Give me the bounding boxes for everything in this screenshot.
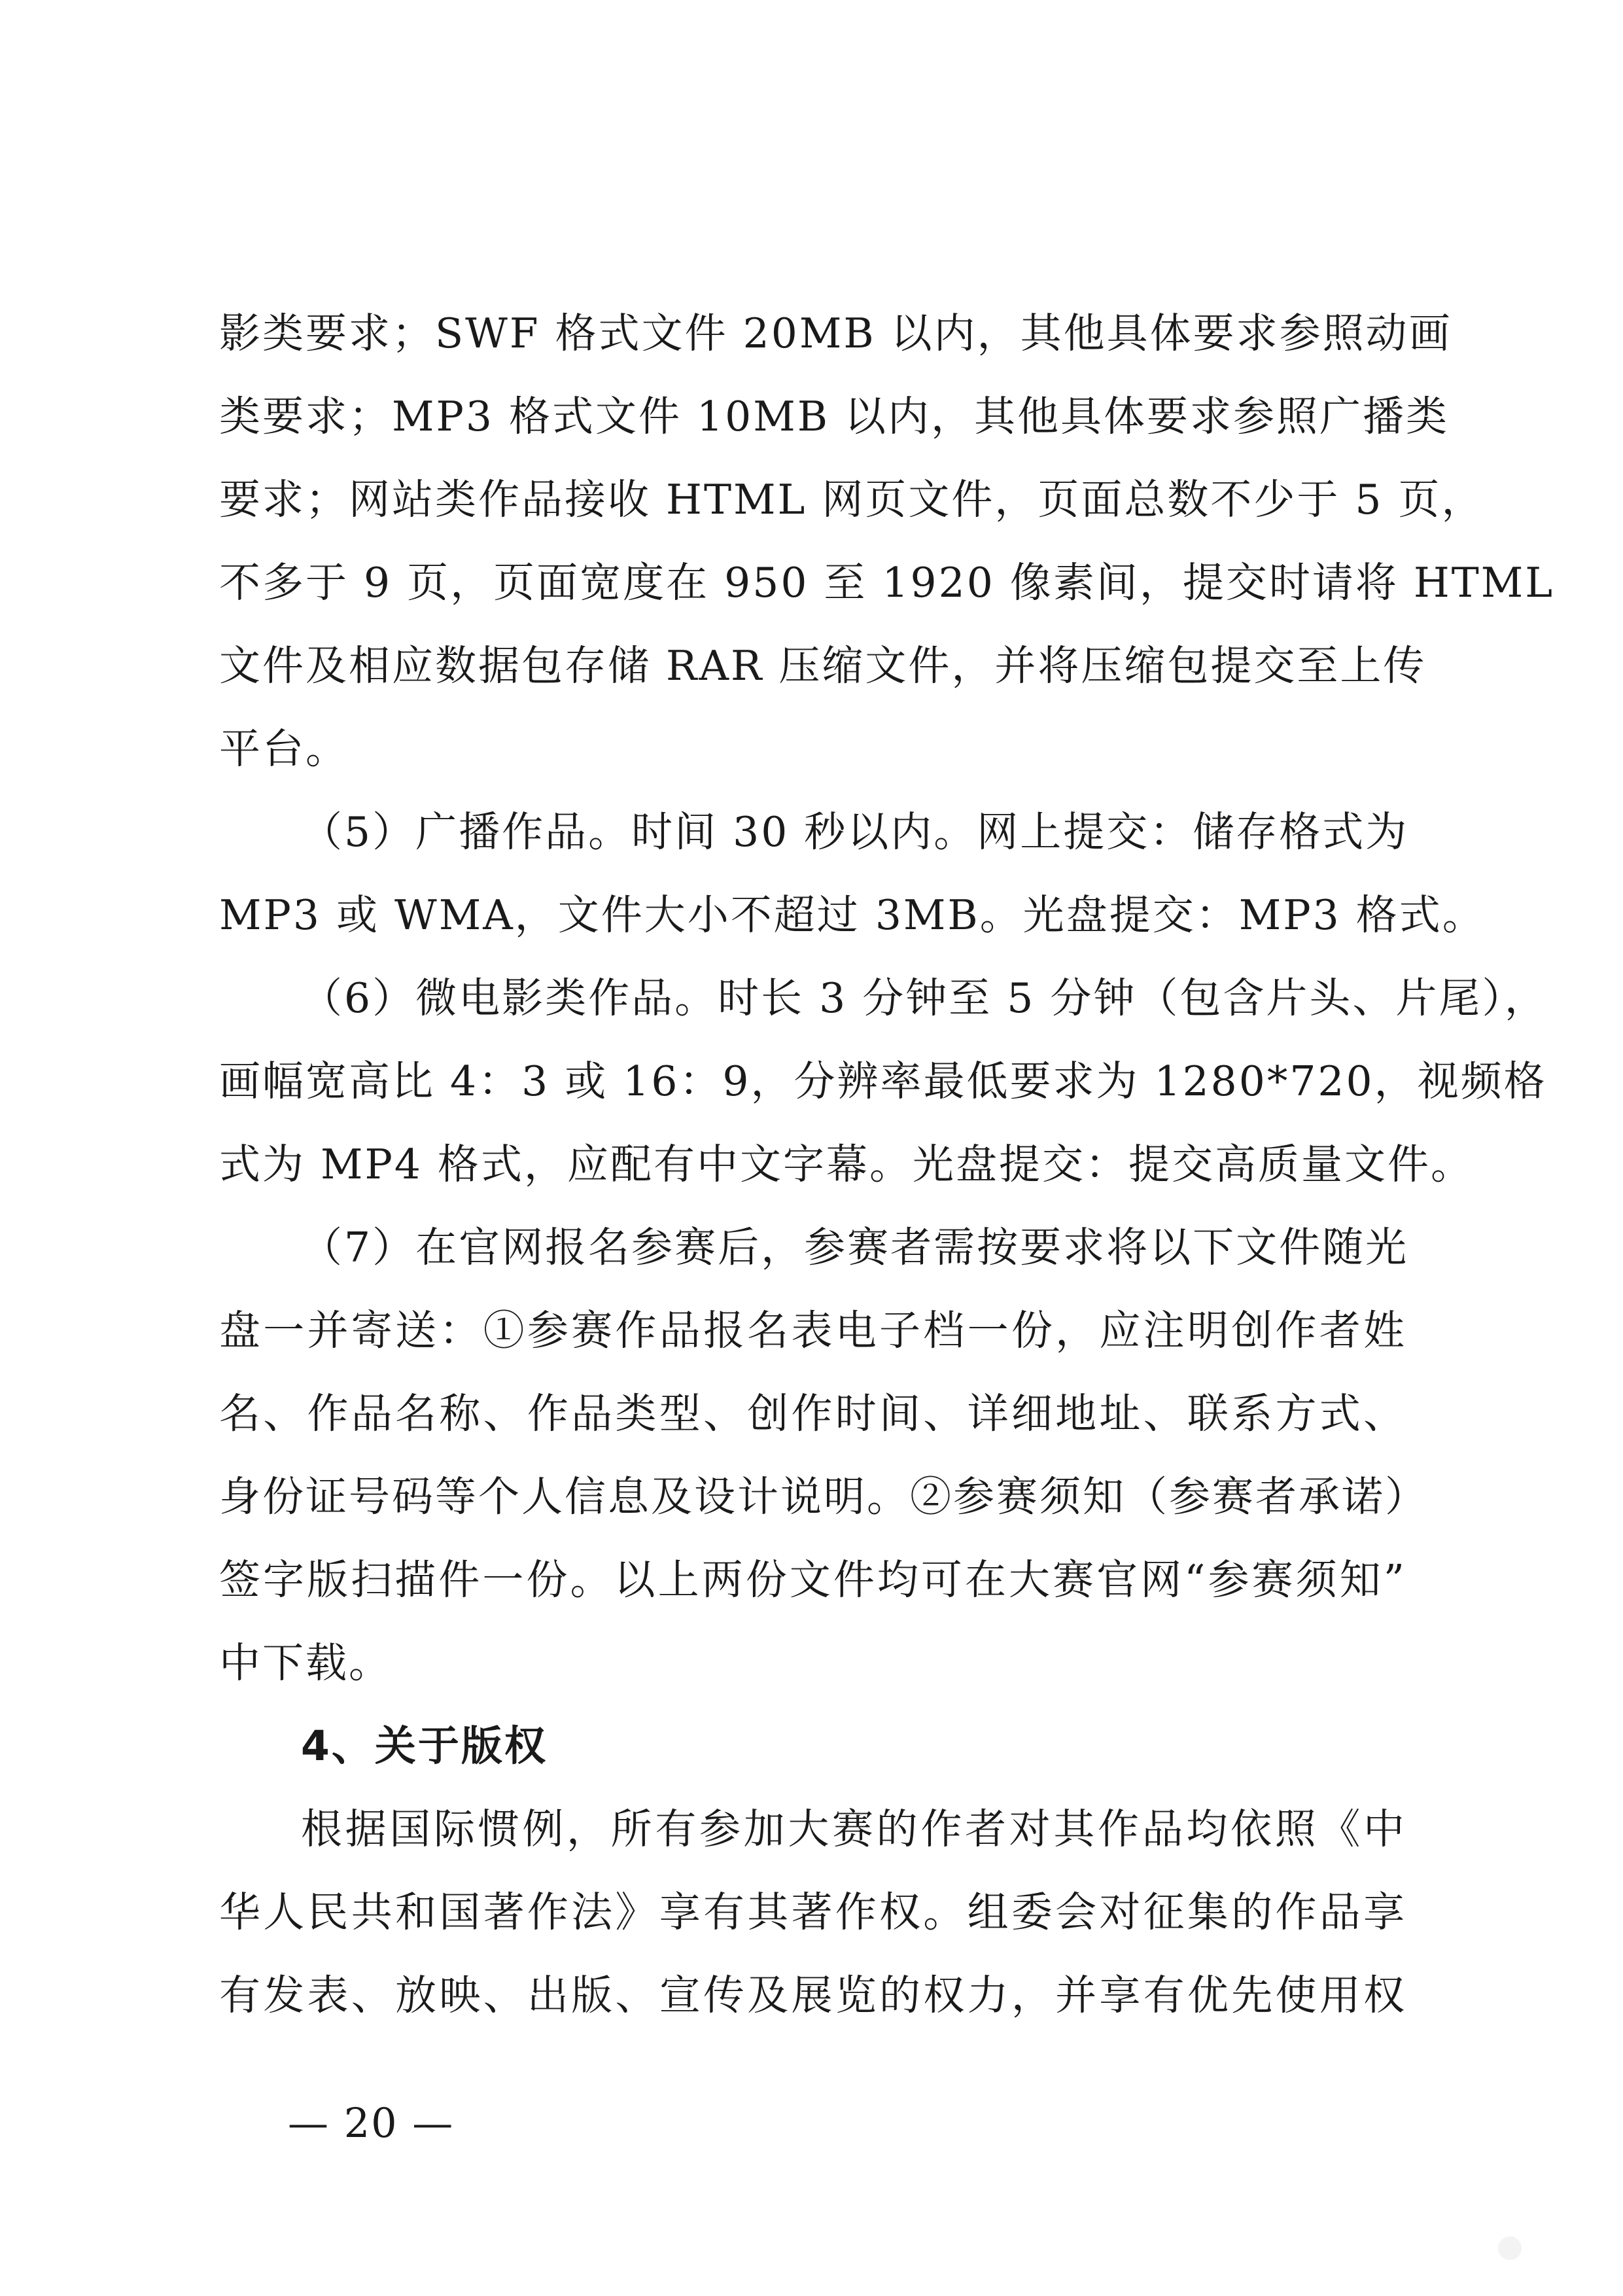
section-heading: 4、关于版权 <box>301 1722 548 1770</box>
body-line: 有发表、放映、出版、宣传及展览的权力，并享有优先使用权 <box>219 1971 1406 2019</box>
paragraph-first-line: （5）广播作品。时间 30 秒以内。网上提交：储存格式为 <box>301 808 1409 856</box>
body-line: 要求；网站类作品接收 HTML 网页文件，页面总数不少于 5 页， <box>219 476 1485 523</box>
body-line: 华人民共和国著作法》享有其著作权。组委会对征集的作品享 <box>219 1888 1406 1936</box>
body-line: MP3 或 WMA，文件大小不超过 3MB。光盘提交：MP3 格式。 <box>219 891 1486 939</box>
body-line: 中下载。 <box>219 1639 392 1687</box>
body-line: 身份证号码等个人信息及设计说明。②参赛须知（参赛者承诺） <box>219 1473 1428 1521</box>
body-line: 盘一并寄送：①参赛作品报名表电子档一份，应注明创作者姓 <box>219 1307 1406 1354</box>
paragraph-first-line: 根据国际惯例，所有参加大赛的作者对其作品均依照《中 <box>301 1805 1406 1853</box>
page-number: — 20 — <box>288 2099 455 2147</box>
body-line: 名、作品名称、作品类型、创作时间、详细地址、联系方式、 <box>219 1390 1406 1438</box>
paragraph-first-line: （6）微电影类作品。时长 3 分钟至 5 分钟（包含片头、片尾）， <box>301 974 1548 1022</box>
body-line: 文件及相应数据包存储 RAR 压缩文件，并将压缩包提交至上传 <box>219 642 1427 690</box>
body-line: 画幅宽高比 4：3 或 16：9，分辨率最低要求为 1280*720，视频格 <box>219 1057 1547 1105</box>
paragraph-first-line: （7）在官网报名参赛后，参赛者需按要求将以下文件随光 <box>301 1224 1409 1271</box>
body-line: 类要求；MP3 格式文件 10MB 以内，其他具体要求参照广播类 <box>219 393 1450 440</box>
body-line: 不多于 9 页，页面宽度在 950 至 1920 像素间，提交时请将 HTML <box>219 559 1555 607</box>
corner-mark-icon <box>1498 2236 1522 2260</box>
body-line: 式为 MP4 格式，应配有中文字幕。光盘提交：提交高质量文件。 <box>219 1140 1475 1188</box>
body-line: 签字版扫描件一份。以上两份文件均可在大赛官网“参赛须知” <box>219 1556 1406 1604</box>
body-line: 平台。 <box>219 725 349 773</box>
body-line: 影类要求；SWF 格式文件 20MB 以内，其他具体要求参照动画 <box>219 309 1452 357</box>
